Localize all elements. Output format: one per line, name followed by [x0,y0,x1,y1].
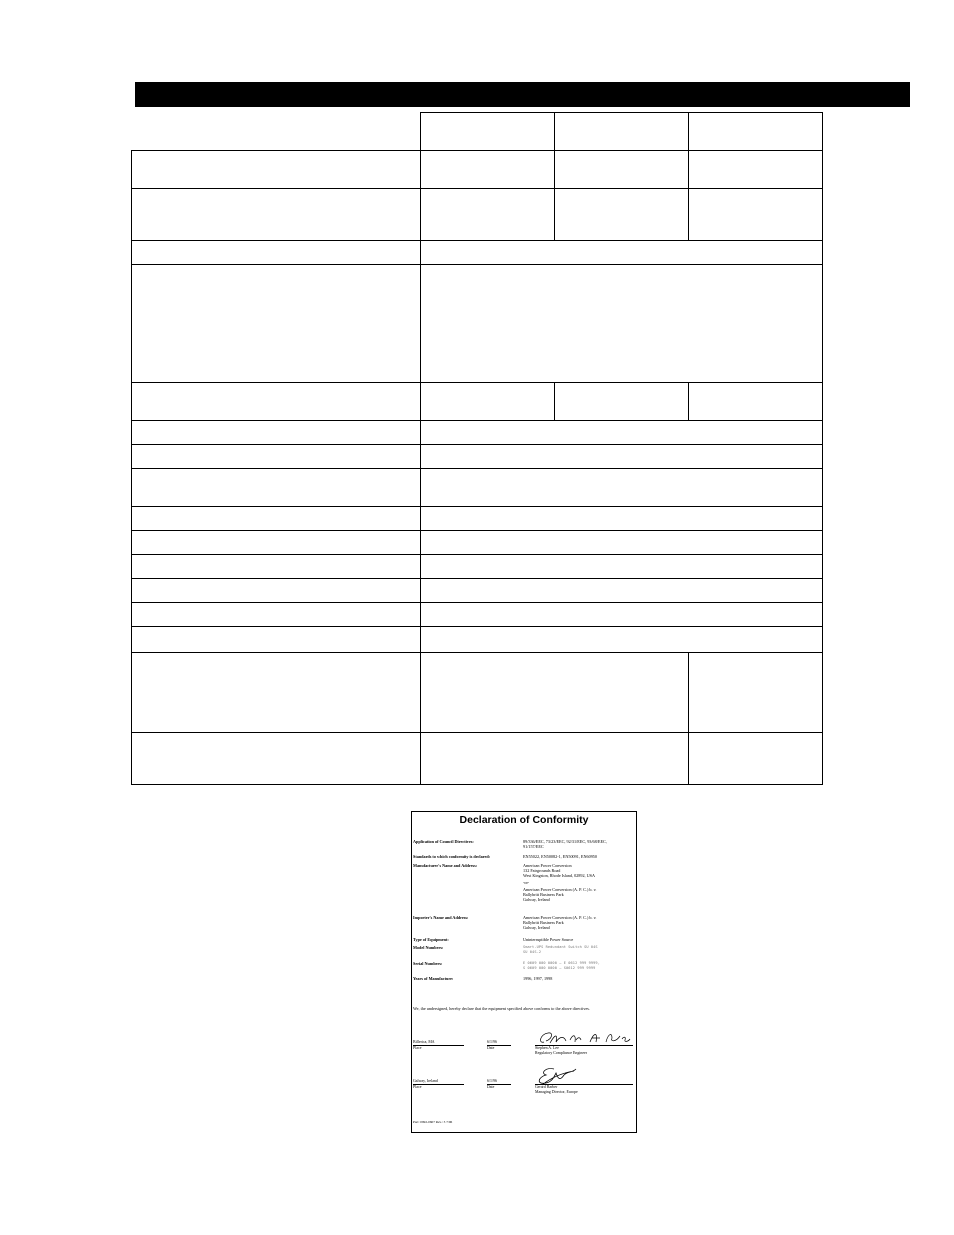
table-cell [420,626,823,653]
section-header-bar [135,82,910,107]
signatory-place: Galway, Ireland [413,1079,438,1083]
table-cell [131,652,421,733]
field-value: 89/336/EEC, 73/23/EEC, 92/31/EEC, 93/68/EEC, 91/157/EEC [523,839,607,849]
field-value: American Power Conversion 132 Fairgrounds Road West Kingston, Rhode Island, 02892, USA -or- American Power Conversion (A. P. C.) b. v. Ballybritt Business Park Galway, Ireland [523,863,597,902]
table-cell [131,240,421,265]
field-label: Type of Equipment: [413,937,449,942]
field-value: Smart-UPS Redundant Switch SU 04S SU 04S-2 [523,945,598,954]
declaration-of-conformity [411,811,637,1133]
signatory-role: Managing Director, Europe [535,1090,578,1094]
table-cell [420,732,689,785]
table-cell [131,602,421,627]
field-value: Uninterruptible Power Source [523,937,574,942]
table-cell [420,382,555,421]
field-label: Standards to which conformity is declared: [413,854,491,859]
field-value: 1996, 1997, 1998 [523,976,553,981]
signatory-date: 6/1/96 [487,1040,497,1044]
table-cell [131,578,421,603]
table-cell [688,382,823,421]
signatory-name: Gerard Barber [535,1085,558,1089]
table-cell [131,626,421,653]
table-cell [420,554,823,579]
table-cell [688,112,823,151]
field-label: Serial Numbers: [413,961,443,966]
table-cell [131,506,421,531]
signatory-name: Stephen A. Lee [535,1046,559,1050]
signatory-role: Regulatory Compliance Engineer [535,1051,588,1055]
table-cell [554,112,689,151]
table-cell [131,382,421,421]
signature-stephen-lee [536,1030,631,1046]
table-cell [688,652,823,733]
table-cell [131,530,421,555]
table-cell [131,150,421,189]
declaration-statement: We, the undersigned, hereby declare that the equipment specified above conforms to the above directives. [413,1006,590,1011]
declaration-title: Declaration of Conformity [459,814,589,826]
table-cell [420,150,555,189]
field-label: Manufacturer's Name and Address: [413,863,478,868]
spec-table [131,112,823,785]
table-cell [131,732,421,785]
place-label: Place [413,1046,422,1050]
field-value: EN55022, EN50082-1, EN50091, EN60950 [523,854,597,859]
field-label: Model Numbers: [413,945,444,950]
table-cell [554,188,689,241]
table-cell [420,530,823,555]
table-cell [554,150,689,189]
signatory-place: Billerica, MA [413,1040,435,1044]
table-cell [420,112,555,151]
table-cell [420,506,823,531]
table-cell [420,420,823,445]
table-cell [420,602,823,627]
field-label: Years of Manufacture: [413,976,454,981]
field-value: E 0609 000 0000 — E 0612 999 9999, S 0609 000 0000 — S0612 999 9999 [523,961,600,970]
place-label: Place [413,1085,422,1089]
document-footer: Part: 0992-0607 Rev.: 3 7/96 [413,1120,453,1124]
table-cell [688,150,823,189]
table-cell [420,264,823,383]
table-cell [131,554,421,579]
date-label: Date [487,1085,495,1089]
table-cell [420,444,823,469]
table-cell [131,468,421,507]
table-cell [420,240,823,265]
table-cell [420,188,555,241]
table-cell [131,420,421,445]
table-cell [131,444,421,469]
table-cell [688,188,823,241]
table-cell [420,468,823,507]
date-label: Date [487,1046,495,1050]
field-value: American Power Conversion (A. P. C.) b. v. Ballybritt Business Park Galway, Ireland [523,915,597,930]
table-cell [420,578,823,603]
table-cell [131,264,421,383]
table-cell [131,188,421,241]
table-cell [688,732,823,785]
field-label: Importer's Name and Address: [413,915,469,920]
table-cell [420,652,689,733]
field-label: Application of Council Directives: [413,839,474,844]
table-cell [554,382,689,421]
signatory-date: 6/1/96 [487,1079,497,1083]
